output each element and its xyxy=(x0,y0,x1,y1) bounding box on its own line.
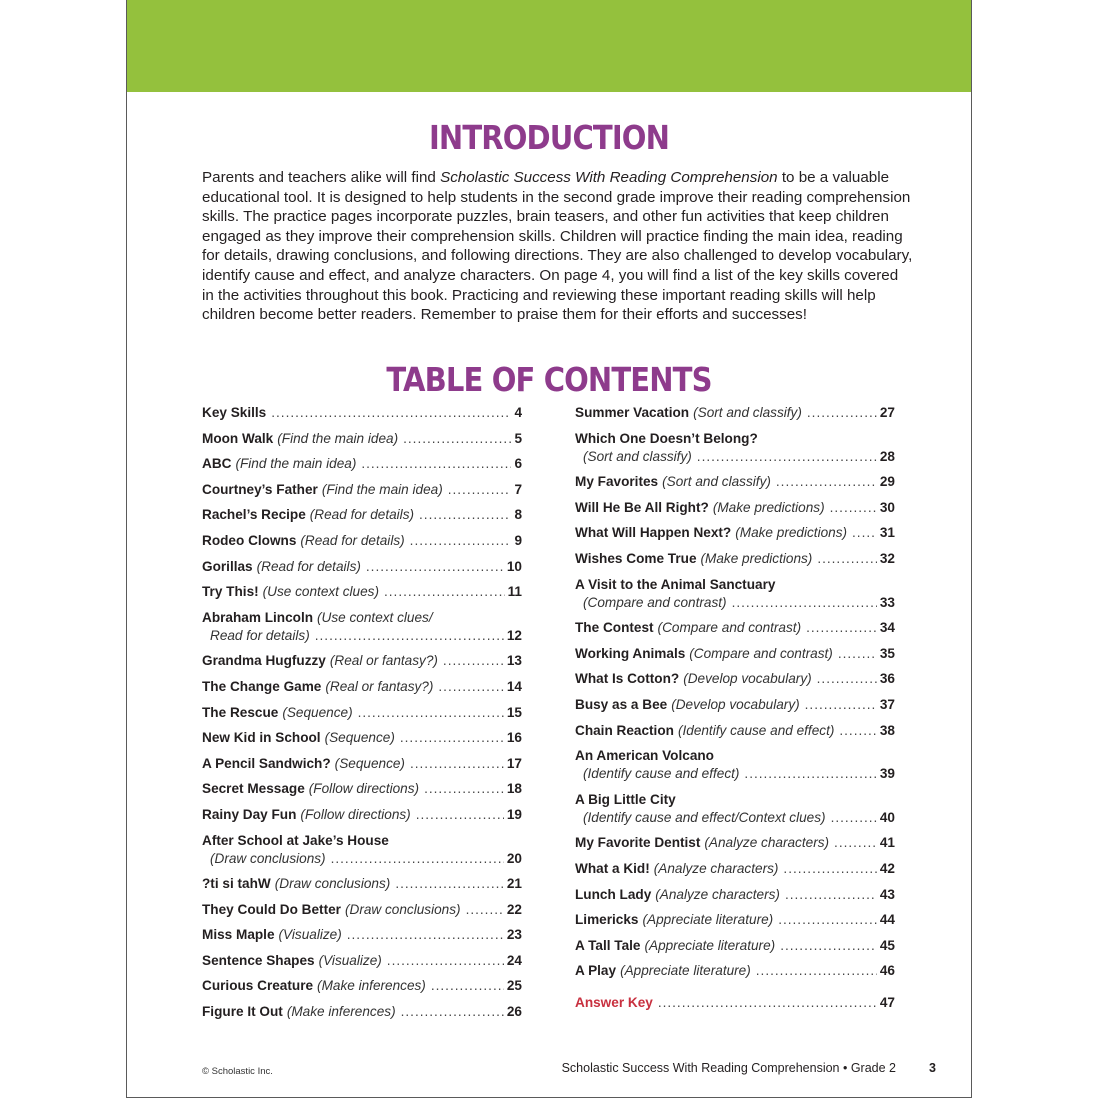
toc-entry-line xyxy=(202,850,522,868)
toc-entry-page: 15 xyxy=(506,704,522,720)
toc-entry-title: Answer Key xyxy=(575,995,653,1011)
toc-entry[interactable] xyxy=(575,670,895,688)
toc-entry-skill: (Sequence) xyxy=(334,755,405,771)
toc-entry-skill: (Develop vocabulary) xyxy=(683,671,812,687)
toc-entry-skill: (Draw conclusions) xyxy=(210,850,326,866)
toc-entry[interactable] xyxy=(202,901,522,919)
toc-entry-line xyxy=(202,901,522,919)
dot-leader xyxy=(424,780,504,798)
toc-entry-title: A Play xyxy=(575,963,617,979)
toc-entry[interactable] xyxy=(575,722,895,740)
toc-entry-title: The Rescue xyxy=(202,704,279,720)
toc-entry-line xyxy=(202,977,522,995)
dot-leader xyxy=(384,583,505,601)
toc-entry[interactable] xyxy=(202,977,522,995)
toc-entry-line xyxy=(575,645,895,663)
toc-entry[interactable] xyxy=(575,499,895,517)
toc-entry-skill: (Read for details) xyxy=(256,558,361,574)
toc-entry-page: 47 xyxy=(879,995,895,1011)
toc-entry-page: 25 xyxy=(506,978,522,994)
toc-entry-page: 40 xyxy=(879,809,895,825)
toc-entry-title: Moon Walk xyxy=(202,430,274,446)
toc-entry-skill: (Find the main idea) xyxy=(321,481,443,497)
toc-entry-title: They Could Do Better xyxy=(202,901,341,917)
toc-entry-title: Gorillas xyxy=(202,558,253,574)
dot-leader xyxy=(347,926,504,944)
toc-entry-page: 34 xyxy=(879,620,895,636)
toc-entry[interactable] xyxy=(575,404,895,422)
toc-entry-line xyxy=(575,576,895,594)
toc-entry-line xyxy=(575,765,895,783)
toc-entry-skill: (Analyze characters) xyxy=(704,835,830,851)
toc-entry[interactable] xyxy=(202,481,522,499)
toc-entry[interactable] xyxy=(575,576,895,612)
dot-leader xyxy=(403,430,511,448)
toc-entry-title: Try This! xyxy=(202,584,259,600)
toc-entry-title: A Visit to the Animal Sanctuary xyxy=(575,576,776,592)
toc-entry-skill: (Identify cause and effect/Context clues) xyxy=(583,809,826,825)
dot-leader xyxy=(315,627,504,645)
toc-entry-title: My Favorite Dentist xyxy=(575,835,701,851)
toc-entry-title: The Change Game xyxy=(202,678,322,694)
toc-entry-title: Chain Reaction xyxy=(575,722,674,738)
toc-column-left xyxy=(202,404,522,1029)
toc-entry-line xyxy=(575,499,895,517)
dot-leader xyxy=(419,506,511,524)
toc-entry-line xyxy=(202,583,522,601)
toc-entry-page: 28 xyxy=(879,448,895,464)
toc-entry[interactable] xyxy=(202,583,522,601)
dot-leader xyxy=(834,834,877,852)
toc-entry-page: 37 xyxy=(879,696,895,712)
toc-entry-skill: (Identify cause and effect) xyxy=(677,722,835,738)
dot-leader xyxy=(466,901,504,919)
toc-entry-title: Secret Message xyxy=(202,781,305,797)
dot-leader xyxy=(831,809,877,827)
toc-column-right xyxy=(575,404,895,1020)
toc-entry[interactable] xyxy=(202,780,522,798)
toc-entry-line xyxy=(202,430,522,448)
dot-leader xyxy=(697,448,877,466)
toc-entry-page: 19 xyxy=(506,806,522,822)
toc-entry-page: 43 xyxy=(879,886,895,902)
toc-entry-title: A Tall Tale xyxy=(575,937,641,953)
toc-entry[interactable] xyxy=(202,506,522,524)
dot-leader xyxy=(778,911,877,929)
toc-entry[interactable] xyxy=(202,952,522,970)
dot-leader xyxy=(366,558,504,576)
toc-entry-title: Miss Maple xyxy=(202,927,275,943)
toc-entry[interactable] xyxy=(575,791,895,827)
toc-entry-skill: (Analyze characters) xyxy=(655,886,780,902)
toc-entry-line xyxy=(202,780,522,798)
toc-entry-line xyxy=(575,860,895,878)
toc-entry-title: My Favorites xyxy=(575,474,659,490)
toc-entry-line xyxy=(575,791,895,809)
toc-entry[interactable] xyxy=(202,609,522,645)
toc-entry-line xyxy=(575,747,895,765)
dot-leader xyxy=(839,722,877,740)
toc-entry[interactable] xyxy=(575,550,895,568)
toc-entry-title: What a Kid! xyxy=(575,860,650,876)
toc-entry-skill: (Sort and classify) xyxy=(693,405,802,420)
toc-entry[interactable] xyxy=(202,755,522,773)
toc-entry-skill: (Use context clues) xyxy=(262,584,379,600)
toc-entry-skill: (Appreciate literature) xyxy=(644,937,776,953)
book-title-footer: Scholastic Success With Reading Comprehension • Grade 2 xyxy=(561,1061,896,1075)
toc-entry-skill: (Make inferences) xyxy=(286,1004,396,1020)
toc-entry-page: 7 xyxy=(514,481,522,497)
toc-entry-title: Summer Vacation xyxy=(575,405,690,420)
toc-entry-skill: (Draw conclusions) xyxy=(274,876,391,892)
toc-entry-line xyxy=(575,911,895,929)
toc-entry-page: 5 xyxy=(514,430,522,446)
toc-entry-line xyxy=(575,670,895,688)
toc-entry-line xyxy=(575,594,895,612)
toc-entry-line xyxy=(575,550,895,568)
dot-leader xyxy=(830,499,877,517)
toc-entry-line xyxy=(202,532,522,550)
toc-entry[interactable] xyxy=(575,911,895,929)
toc-entry-title: Sentence Shapes xyxy=(202,952,315,968)
toc-entry[interactable] xyxy=(575,886,895,904)
dot-leader xyxy=(431,977,504,995)
toc-entry-page: 33 xyxy=(879,594,895,610)
toc-entry-line xyxy=(202,455,522,473)
toc-entry-page: 9 xyxy=(514,532,522,548)
toc-answer-key[interactable] xyxy=(575,994,895,1012)
toc-entry-title: Figure It Out xyxy=(202,1004,283,1020)
dot-leader xyxy=(658,994,877,1012)
toc-entry-page: 44 xyxy=(879,912,895,928)
toc-entry-title: Key Skills xyxy=(202,405,267,420)
toc-entry-skill: (Make predictions) xyxy=(735,525,848,541)
dot-leader xyxy=(838,645,877,663)
toc-entry[interactable] xyxy=(202,532,522,550)
header-banner xyxy=(127,0,971,92)
dot-leader xyxy=(271,404,511,422)
toc-entry-line xyxy=(575,809,895,827)
toc-entry-skill: (Use context clues/ xyxy=(317,609,433,625)
toc-entry[interactable] xyxy=(202,404,522,422)
toc-entry-page: 30 xyxy=(879,499,895,515)
toc-entry-title: Curious Creature xyxy=(202,978,314,994)
toc-entry[interactable] xyxy=(575,834,895,852)
toc-entry-page: 8 xyxy=(514,507,522,523)
toc-entry-skill: (Real or fantasy?) xyxy=(325,678,434,694)
toc-entry-page: 23 xyxy=(506,927,522,943)
toc-entry-page: 27 xyxy=(879,405,895,420)
toc-entry-line xyxy=(575,473,895,491)
toc-entry-skill: (Sort and classify) xyxy=(662,474,771,490)
toc-entry-title: Grandma Hugfuzzy xyxy=(202,653,326,669)
toc-entry-line xyxy=(202,609,522,627)
toc-entry-line xyxy=(202,806,522,824)
toc-entry-skill: (Make inferences) xyxy=(317,978,426,994)
toc-entry-page: 14 xyxy=(506,678,522,694)
dot-leader xyxy=(410,755,504,773)
toc-entry-title: Abraham Lincoln xyxy=(202,609,314,625)
toc-entry[interactable] xyxy=(575,937,895,955)
toc-entry-line xyxy=(202,704,522,722)
toc-entry-skill: (Visualize) xyxy=(278,927,342,943)
toc-entry-title: ?ti si tahW xyxy=(202,876,271,892)
toc-entry-page: 42 xyxy=(879,860,895,876)
toc-entry-line xyxy=(575,430,895,448)
toc-entry-page: 36 xyxy=(879,671,895,687)
toc-entry[interactable] xyxy=(575,645,895,663)
dot-leader xyxy=(780,937,877,955)
toc-entry[interactable] xyxy=(202,832,522,868)
toc-entry[interactable] xyxy=(575,696,895,714)
toc-entry[interactable] xyxy=(575,473,895,491)
toc-entry-line xyxy=(575,994,895,1012)
dot-leader xyxy=(387,952,504,970)
toc-entry-page: 32 xyxy=(879,550,895,566)
toc-entry-page: 17 xyxy=(506,755,522,771)
dot-leader xyxy=(776,473,877,491)
toc-entry-skill: (Find the main idea) xyxy=(277,430,399,446)
toc-entry-title: An American Volcano xyxy=(575,748,714,764)
toc-entry-line xyxy=(202,627,522,645)
intro-text-start: Parents and teachers alike will find xyxy=(202,169,441,186)
toc-entry-skill: (Sequence) xyxy=(282,704,353,720)
toc-entry-page: 31 xyxy=(879,525,895,541)
toc-entry-page: 11 xyxy=(507,584,522,600)
toc-entry-line xyxy=(202,875,522,893)
toc-entry-skill: (Appreciate literature) xyxy=(620,963,751,979)
toc-entry-line xyxy=(575,886,895,904)
toc-entry[interactable] xyxy=(575,747,895,783)
toc-entry[interactable] xyxy=(202,704,522,722)
toc-entry-title: Will He Be All Right? xyxy=(575,499,709,515)
dot-leader xyxy=(817,550,877,568)
toc-entry-line xyxy=(202,481,522,499)
toc-entry-page: 39 xyxy=(879,766,895,782)
toc-entry[interactable] xyxy=(202,678,522,696)
dot-leader xyxy=(331,850,504,868)
toc-entry-title: A Pencil Sandwich? xyxy=(202,755,331,771)
toc-entry[interactable] xyxy=(202,558,522,576)
toc-entry-title: Rainy Day Fun xyxy=(202,806,297,822)
toc-entry-page: 35 xyxy=(879,645,895,661)
toc-entry-line xyxy=(575,696,895,714)
toc-entry-title: After School at Jake’s House xyxy=(202,832,389,848)
dot-leader xyxy=(805,696,877,714)
toc-entry-line xyxy=(575,834,895,852)
toc-entry-line xyxy=(575,619,895,637)
toc-entry-line xyxy=(202,926,522,944)
toc-entry-title: Courtney’s Father xyxy=(202,481,318,497)
toc-entry-title: Wishes Come True xyxy=(575,550,697,566)
toc-entry[interactable] xyxy=(575,962,895,980)
toc-entry[interactable] xyxy=(202,1003,522,1021)
toc-entry-title: The Contest xyxy=(575,620,654,636)
toc-entry[interactable] xyxy=(202,430,522,448)
table-of-contents-heading: TABLE OF CONTENTS xyxy=(386,360,712,399)
toc-entry-page: 24 xyxy=(506,952,522,968)
toc-entry-page: 22 xyxy=(506,901,522,917)
toc-entry-title: Rachel’s Recipe xyxy=(202,507,306,523)
toc-entry[interactable] xyxy=(202,875,522,893)
dot-leader xyxy=(416,806,504,824)
dot-leader xyxy=(358,704,504,722)
toc-entry-page: 16 xyxy=(506,730,522,746)
toc-entry-skill: (Appreciate literature) xyxy=(642,912,774,928)
toc-entry-line xyxy=(575,962,895,980)
toc-entry-title: Busy as a Bee xyxy=(575,696,668,712)
toc-entry-page: 12 xyxy=(506,627,522,643)
dot-leader xyxy=(395,875,504,893)
toc-entry-title: A Big Little City xyxy=(575,791,676,807)
toc-entry-line xyxy=(575,404,895,422)
toc-entry-title: Which One Doesn’t Belong? xyxy=(575,430,758,446)
toc-entry-skill: (Read for details) xyxy=(300,532,405,548)
introduction-paragraph xyxy=(202,168,914,325)
toc-entry-line xyxy=(575,524,895,542)
toc-entry-skill: (Compare and contrast) xyxy=(583,594,727,610)
toc-entry-title: What Will Happen Next? xyxy=(575,525,732,541)
toc-entry-page: 41 xyxy=(879,835,895,851)
dot-leader xyxy=(438,678,503,696)
dot-leader xyxy=(783,860,876,878)
toc-entry-title: Lunch Lady xyxy=(575,886,652,902)
toc-entry-page: 13 xyxy=(506,653,522,669)
toc-entry-skill: (Analyze characters) xyxy=(653,860,779,876)
dot-leader xyxy=(744,765,876,783)
toc-entry-skill: (Follow directions) xyxy=(300,806,411,822)
toc-entry-line xyxy=(202,952,522,970)
toc-entry-line xyxy=(202,404,522,422)
toc-entry-page: 45 xyxy=(879,937,895,953)
toc-entry-skill: (Compare and contrast) xyxy=(689,645,833,661)
page-number: 3 xyxy=(929,1061,936,1075)
toc-entry-page: 26 xyxy=(506,1004,522,1020)
toc-entry-page: 18 xyxy=(506,781,522,797)
toc-entry-title: Rodeo Clowns xyxy=(202,532,297,548)
toc-entry-page: 46 xyxy=(879,963,895,979)
toc-entry[interactable] xyxy=(202,806,522,824)
toc-entry-title: New Kid in School xyxy=(202,730,321,746)
toc-entry[interactable] xyxy=(202,455,522,473)
toc-entry[interactable] xyxy=(202,926,522,944)
dot-leader xyxy=(401,1003,504,1021)
toc-entry-page: 6 xyxy=(514,456,522,472)
toc-entry-skill: (Real or fantasy?) xyxy=(329,653,438,669)
toc-entry-line xyxy=(202,729,522,747)
toc-entry-title: Working Animals xyxy=(575,645,686,661)
toc-entry-line xyxy=(575,937,895,955)
intro-book-title: Scholastic Success With Reading Comprehension xyxy=(440,169,778,186)
toc-entry-line xyxy=(202,755,522,773)
toc-entry-title: What Is Cotton? xyxy=(575,671,680,687)
dot-leader xyxy=(361,455,511,473)
toc-entry[interactable] xyxy=(575,524,895,542)
toc-entry-line xyxy=(575,722,895,740)
toc-entry[interactable] xyxy=(575,619,895,637)
dot-leader xyxy=(785,886,877,904)
toc-entry-page: 21 xyxy=(506,876,522,892)
toc-entry-page: 4 xyxy=(514,405,522,420)
copyright-notice: © Scholastic Inc. xyxy=(202,1066,273,1077)
toc-entry-skill: (Make predictions) xyxy=(712,499,825,515)
toc-entry-line xyxy=(575,448,895,466)
dot-leader xyxy=(732,594,877,612)
toc-entry-line xyxy=(202,832,522,850)
dot-leader xyxy=(410,532,512,550)
book-page xyxy=(126,0,972,1098)
toc-entry-skill: (Sort and classify) xyxy=(583,448,692,464)
toc-entry[interactable] xyxy=(202,729,522,747)
toc-entry[interactable] xyxy=(575,860,895,878)
toc-entry-skill: (Read for details) xyxy=(309,507,415,523)
toc-entry-line xyxy=(202,678,522,696)
toc-entry-skill: (Develop vocabulary) xyxy=(671,696,800,712)
toc-entry-skill: (Make predictions) xyxy=(700,550,813,566)
toc-entry-line xyxy=(202,652,522,670)
toc-entry-title: ABC xyxy=(202,456,232,472)
toc-entry-skill: (Follow directions) xyxy=(308,781,420,797)
toc-entry-line xyxy=(202,558,522,576)
introduction-heading: INTRODUCTION xyxy=(428,118,670,157)
toc-entry-page: 10 xyxy=(506,558,522,574)
dot-leader xyxy=(852,524,877,542)
toc-entry[interactable] xyxy=(202,652,522,670)
toc-entry-skill: (Visualize) xyxy=(318,952,382,968)
toc-entry-page: 29 xyxy=(879,474,895,490)
toc-entry-skill: (Compare and contrast) xyxy=(657,620,802,636)
toc-entry-page: 20 xyxy=(506,850,522,866)
dot-leader xyxy=(443,652,504,670)
toc-entry[interactable] xyxy=(575,430,895,466)
toc-entry-page: 38 xyxy=(879,722,895,738)
toc-entry-title: Limericks xyxy=(575,912,639,928)
dot-leader xyxy=(448,481,512,499)
toc-entry-skill: Read for details) xyxy=(210,627,310,643)
toc-entry-skill: (Sequence) xyxy=(324,730,395,746)
dot-leader xyxy=(400,729,504,747)
toc-entry-line xyxy=(202,1003,522,1021)
intro-text-rest: to be a valuable educational tool. It is designed to help students in the second grade improve their reading comprehension skills. The practice pages incorporate puzzles, brain teasers, and other fun activities that keep children engaged as they improve their comprehension skills. Children will practice finding the main idea, reading for details, drawing conclusions, and following directions. They are also challenged to develop vocabulary, identify cause and effect, and analyze characters. On page 4, you will find a list of the key skills covered in the activities throughout this book. Practicing and reviewing these important reading skills will help children become better readers. Remember to praise them for their efforts and successes! xyxy=(202,169,913,324)
dot-leader xyxy=(806,619,877,637)
dot-leader xyxy=(817,670,877,688)
toc-entry-line xyxy=(202,506,522,524)
toc-entry-skill: (Find the main idea) xyxy=(235,456,357,472)
toc-entry-skill: (Identify cause and effect) xyxy=(583,766,740,782)
toc-entry-skill: (Draw conclusions) xyxy=(344,901,461,917)
dot-leader xyxy=(756,962,877,980)
dot-leader xyxy=(807,404,877,422)
